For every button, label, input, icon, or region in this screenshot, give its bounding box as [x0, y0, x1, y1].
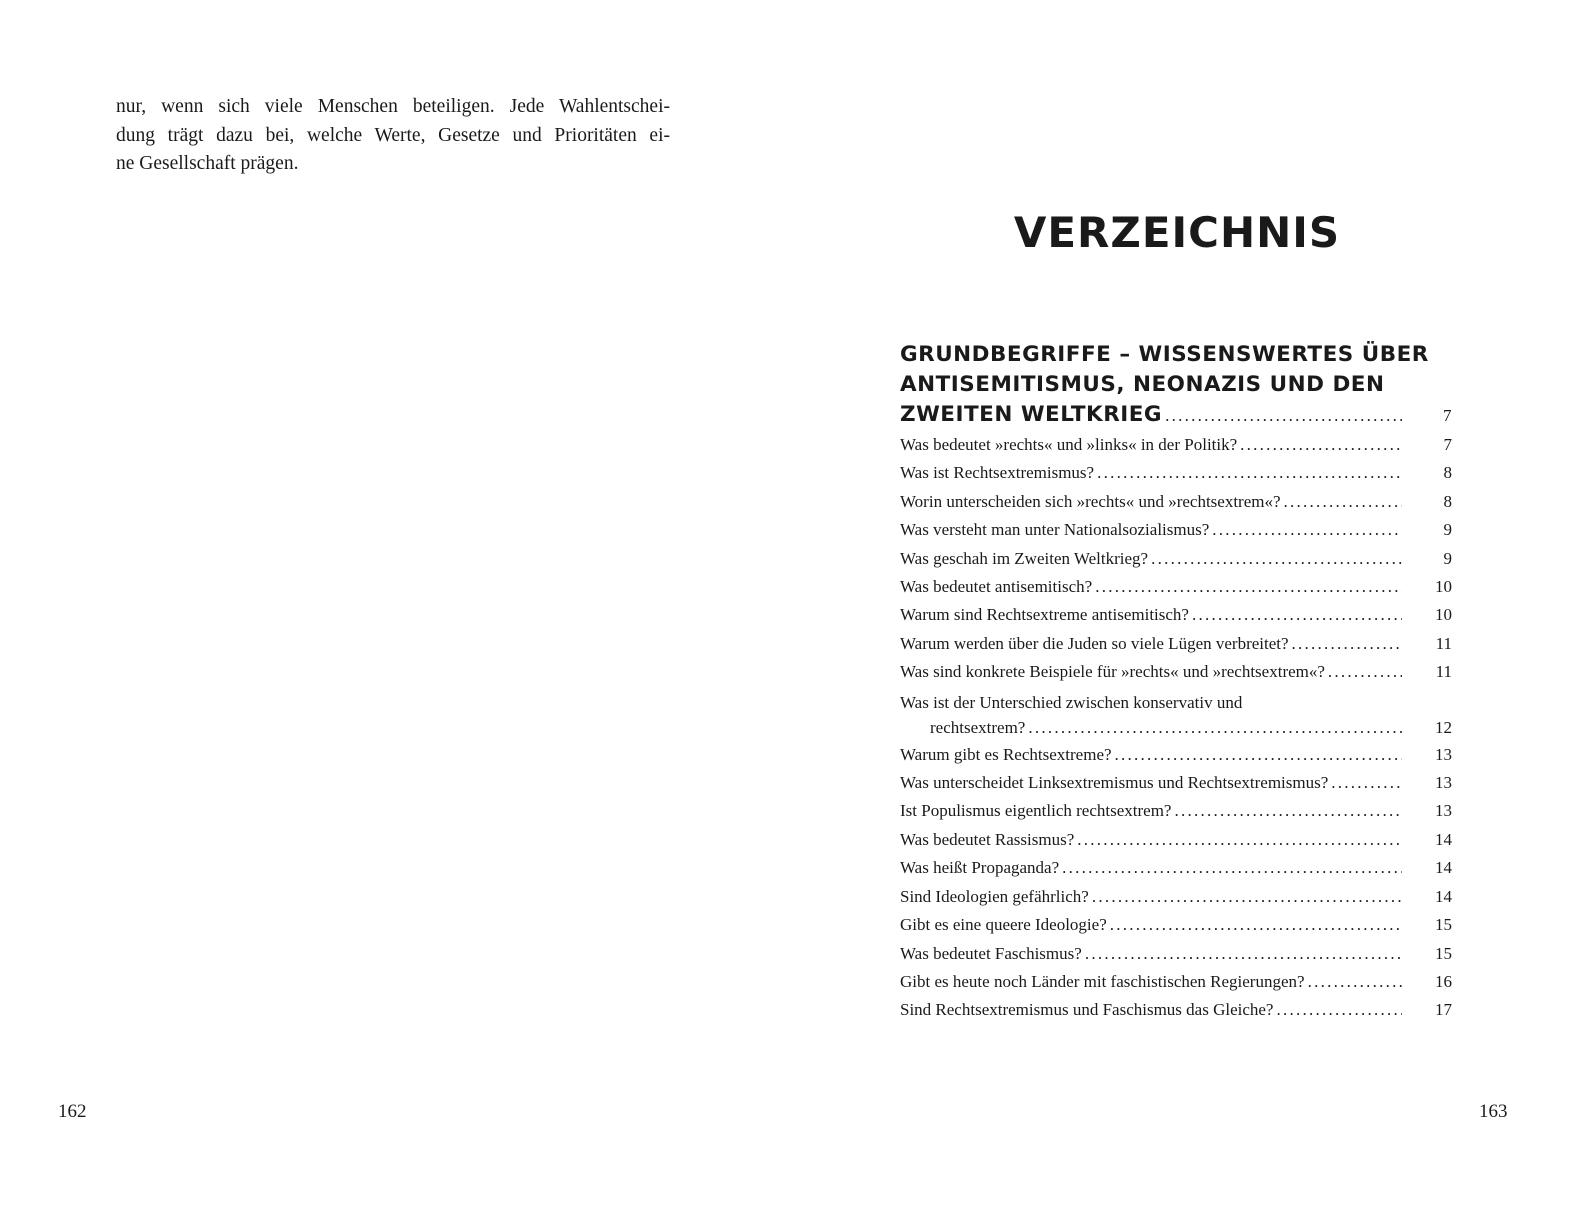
- text-line: ne Gesellschaft prägen.: [116, 153, 299, 174]
- toc-entry[interactable]: [900, 488, 1452, 516]
- toc-entry[interactable]: [900, 911, 1452, 939]
- text-line: nur, wenn sich viele Menschen beteiligen. Jede Wahlentschei-: [116, 96, 670, 117]
- toc-page-number: 13: [1435, 773, 1452, 793]
- body-text: [116, 93, 670, 179]
- dot-leader: [1192, 601, 1402, 629]
- dot-leader: [1276, 996, 1402, 1024]
- toc-entry[interactable]: [900, 516, 1452, 544]
- toc-entry-text: Warum sind Rechtsextreme antisemitisch?: [900, 605, 1189, 625]
- dot-leader: [1092, 883, 1402, 911]
- toc-page-number: 9: [1443, 520, 1452, 540]
- toc-entry[interactable]: [900, 630, 1452, 658]
- toc-entry-text: Was unterscheidet Linksextremismus und Rechtsextremismus?: [900, 773, 1329, 793]
- toc-entry-text: Was bedeutet »rechts« und »links« in der Politik?: [900, 435, 1238, 454]
- page-number-left: 162: [58, 1101, 87, 1122]
- toc-page-number: 12: [1435, 717, 1452, 737]
- toc-page-number: 7: [1443, 406, 1452, 425]
- dot-leader: [1174, 797, 1402, 825]
- toc-entry-text: Was heißt Propaganda?: [900, 858, 1060, 878]
- toc-page-number: 16: [1435, 971, 1452, 991]
- toc-entry[interactable]: [900, 797, 1452, 825]
- dot-leader: [1151, 545, 1402, 573]
- toc-entry-text: Sind Ideologien gefährlich?: [900, 886, 1089, 906]
- toc-page-number: 13: [1435, 801, 1452, 821]
- toc-entry-text: Was bedeutet Faschismus?: [900, 943, 1082, 963]
- toc-entry[interactable]: [900, 996, 1452, 1024]
- toc-entry-text: rechtsextrem?: [930, 717, 1026, 737]
- toc-page-number: 14: [1435, 829, 1452, 849]
- dot-leader: [1331, 769, 1402, 797]
- dot-leader: [1284, 488, 1402, 516]
- dot-leader: [1165, 401, 1402, 431]
- toc-entry-text: Sind Rechtsextremismus und Faschismus das Gleiche?: [900, 1000, 1274, 1020]
- dot-leader: [1028, 715, 1402, 741]
- toc-chapter[interactable]: [900, 340, 1452, 431]
- toc-entry[interactable]: [900, 459, 1452, 487]
- dot-leader: [1240, 431, 1402, 459]
- dot-leader: [1308, 968, 1402, 996]
- toc-page-number: 8: [1443, 491, 1452, 511]
- toc-entry[interactable]: [900, 658, 1452, 686]
- dot-leader: [1328, 658, 1402, 686]
- toc-page-number: 13: [1435, 744, 1452, 764]
- toc-entry-text: Was ist der Unterschied zwischen konservativ und: [900, 692, 1243, 712]
- toc-entry[interactable]: [900, 940, 1452, 968]
- toc-entry[interactable]: [900, 741, 1452, 769]
- chapter-line: ZWEITEN WELTKRIEG: [900, 402, 1163, 427]
- toc-entry[interactable]: [900, 573, 1452, 601]
- toc-page-number: 11: [1435, 633, 1452, 653]
- toc-page-number: 7: [1443, 435, 1452, 454]
- toc-page-number: 15: [1435, 943, 1452, 963]
- toc-page-number: 8: [1443, 463, 1452, 483]
- text-line: dung trägt dazu bei, welche Werte, Gesetze und Prioritäten ei-: [116, 124, 670, 146]
- toc-entry-text: Was ist Rechtsextremismus?: [900, 463, 1095, 483]
- toc-page-number: 17: [1435, 1000, 1452, 1020]
- dot-leader: [1115, 741, 1402, 769]
- toc-page-number: 10: [1435, 605, 1452, 625]
- toc-entry[interactable]: [900, 431, 1452, 459]
- toc-entry-text: Ist Populismus eigentlich rechtsextrem?: [900, 801, 1172, 821]
- dot-leader: [1110, 911, 1402, 939]
- toc-entry[interactable]: [900, 826, 1452, 854]
- page-title: VERZEICHNIS: [1013, 208, 1341, 257]
- dot-leader: [1095, 573, 1402, 601]
- toc-entry[interactable]: [900, 601, 1452, 629]
- toc-entry-text: Warum werden über die Juden so viele Lügen verbreitet?: [900, 633, 1289, 653]
- dot-leader: [1077, 826, 1402, 854]
- dot-leader: [1212, 516, 1402, 544]
- toc-page-number: 9: [1443, 548, 1452, 568]
- toc-entry[interactable]: [900, 545, 1452, 573]
- toc-entry-text: Warum gibt es Rechtsextreme?: [900, 744, 1112, 764]
- toc-entry[interactable]: [900, 691, 1452, 741]
- toc-entry-text: Gibt es eine queere Ideologie?: [900, 915, 1107, 935]
- toc-entry-text: Was bedeutet Rassismus?: [900, 829, 1075, 849]
- toc-page-number: 11: [1435, 662, 1452, 682]
- toc-entry[interactable]: [900, 883, 1452, 911]
- toc-page-number: 10: [1435, 577, 1452, 597]
- table-of-contents: [900, 340, 1452, 1025]
- chapter-line: ANTISEMITISMUS, NEONAZIS UND DEN: [900, 372, 1385, 397]
- toc-page-number: 15: [1435, 915, 1452, 935]
- toc-entry[interactable]: [900, 968, 1452, 996]
- toc-entry-text: Was bedeutet antisemitisch?: [900, 577, 1093, 597]
- toc-entry-text: Worin unterscheiden sich »rechts« und »rechtsextrem«?: [900, 491, 1281, 511]
- toc-entry[interactable]: [900, 854, 1452, 882]
- dot-leader: [1292, 630, 1402, 658]
- chapter-line: GRUNDBEGRIFFE – WISSENSWERTES ÜBER: [900, 342, 1429, 367]
- dot-leader: [1097, 459, 1402, 487]
- toc-entry-text: Gibt es heute noch Länder mit faschistischen Regierungen?: [900, 971, 1305, 991]
- toc-entry-text: Was sind konkrete Beispiele für »rechts« und »rechtsextrem«?: [900, 662, 1325, 682]
- toc-entry[interactable]: [900, 769, 1452, 797]
- dot-leader: [1062, 854, 1402, 882]
- dot-leader: [1085, 940, 1402, 968]
- toc-entry-text: Was geschah im Zweiten Weltkrieg?: [900, 548, 1149, 568]
- toc-entry-text: Was versteht man unter Nationalsozialismus?: [900, 520, 1210, 540]
- toc-page-number: 14: [1435, 858, 1452, 878]
- toc-page-number: 14: [1435, 886, 1452, 906]
- page-number-right: 163: [1479, 1101, 1508, 1122]
